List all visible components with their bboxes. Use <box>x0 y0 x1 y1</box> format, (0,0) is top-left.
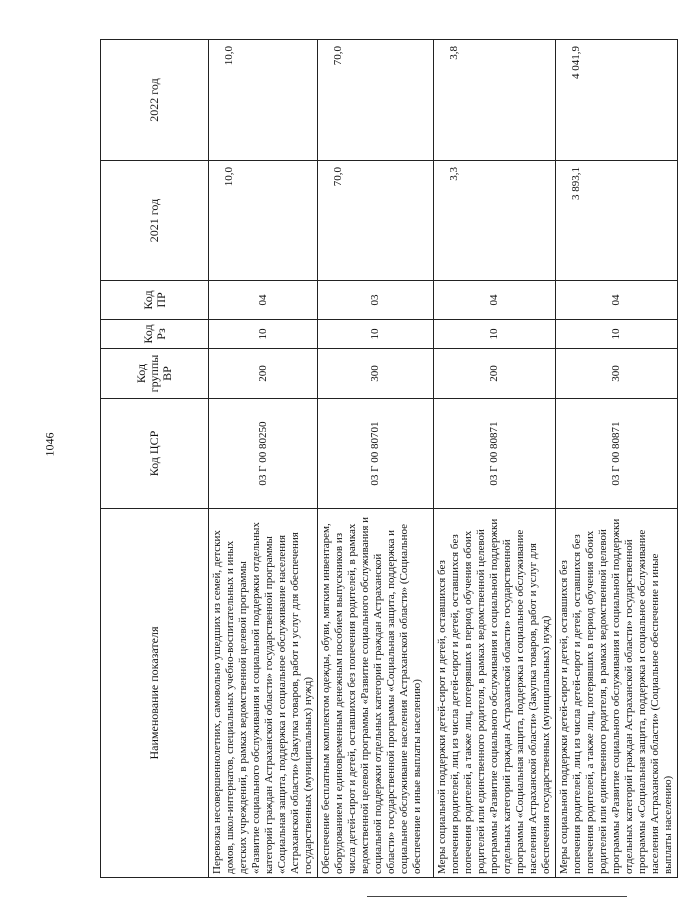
cell-name: Меры социальной поддержки детей-сирот и детей, оставшихся без попечения родителей, лиц из числа детей-сирот и детей, оставшихся без попечения родителей, а также лиц, потерявших в период обучения обоих родителей или единственного родителя, в рамках ведомственной целевой программы «Развитие социального обслуживания и социальной поддержки отдельных категорий граждан Астраханской области» государственной программы «Социальная защита, поддержка и социальное обслуживание населения Астраханской области» (Закупка товаров, работ и услуг для обеспечения государственных (муниципальных) нужд) <box>434 509 556 878</box>
cell-name: Обеспечение бесплатным комплектом одежды, обуви, мягким инвентарем, оборудованием и единовременным денежным пособием выпускников из числа детей-сирот и детей, оставшихся без попечения родителей, в рамках ведомственной целевой программы «Развитие социального обслуживания и социальной поддержки отдельных категорий граждан Астраханской области» государственной программы «Социальная защита, поддержка и социальное обслуживание населения Астраханской области» (Социальное обеспечение и иные выплаты населению) <box>318 509 434 878</box>
cell-name: Меры социальной поддержки детей-сирот и детей, оставшихся без попечения родителей, лиц из числа детей-сирот и детей, оставшихся без попечения родителей, а также лиц, потерявших в период обучения обоих родителей или единственного родителя, в рамках ведомственной целевой программы «Развитие социального обслуживания и социальной поддержки отдельных категорий граждан Астраханской области» государственной программы «Социальная защита, поддержка и социальное обслуживание населения Астраханской области» (Социальное обеспечение и иные выплаты населению) <box>556 509 678 878</box>
cell-csr: 03 Г 00 80871 <box>434 399 556 509</box>
header-vr: Код группы ВР <box>101 349 209 399</box>
header-pr: Код ПР <box>101 281 209 320</box>
header-2021: 2021 год <box>101 161 209 281</box>
cell-vr: 200 <box>209 349 318 399</box>
cell-2021: 70,0 <box>318 161 434 281</box>
header-2022: 2022 год <box>101 40 209 161</box>
cell-rz: 10 <box>209 320 318 349</box>
cell-2022: 10,0 <box>209 40 318 161</box>
header-name: Наименование показателя <box>101 509 209 878</box>
cell-vr: 300 <box>318 349 434 399</box>
cell-csr: 03 Г 00 80250 <box>209 399 318 509</box>
bottom-divider <box>367 896 627 897</box>
table-row <box>434 40 556 878</box>
table-header-row <box>101 40 209 878</box>
cell-name: Перевозка несовершеннолетних, самовольно ушедших из семей, детских домов, школ-интернатов, специальных учебно-воспитательных и иных детских учреждений, в рамках ведомственной целевой программы «Развитие социального обслуживания и социальной поддержки отдельных категорий граждан Астраханской области» государственной программы «Социальная защита, поддержка и социальное обслуживание населения Астраханской области» (Закупка товаров, работ и услуг для обеспечения государственных (муниципальных) нужд) <box>209 509 318 878</box>
table-row <box>209 40 318 878</box>
table-row <box>556 40 678 878</box>
cell-pr: 04 <box>209 281 318 320</box>
budget-table <box>100 39 678 878</box>
cell-rz: 10 <box>318 320 434 349</box>
cell-rz: 10 <box>556 320 678 349</box>
cell-2021: 10,0 <box>209 161 318 281</box>
header-rz: Код Рз <box>101 320 209 349</box>
cell-2021: 3 893,1 <box>556 161 678 281</box>
cell-2022: 3,8 <box>434 40 556 161</box>
cell-csr: 03 Г 00 80701 <box>318 399 434 509</box>
cell-rz: 10 <box>434 320 556 349</box>
cell-vr: 300 <box>556 349 678 399</box>
cell-2022: 70,0 <box>318 40 434 161</box>
cell-2021: 3,3 <box>434 161 556 281</box>
cell-2022: 4 041,9 <box>556 40 678 161</box>
cell-vr: 200 <box>434 349 556 399</box>
header-csr: Код ЦСР <box>101 399 209 509</box>
table-row <box>318 40 434 878</box>
cell-pr: 04 <box>556 281 678 320</box>
rotated-table-container <box>100 40 674 878</box>
cell-csr: 03 Г 00 80871 <box>556 399 678 509</box>
cell-pr: 03 <box>318 281 434 320</box>
page-number: 1046 <box>42 432 57 457</box>
cell-pr: 04 <box>434 281 556 320</box>
